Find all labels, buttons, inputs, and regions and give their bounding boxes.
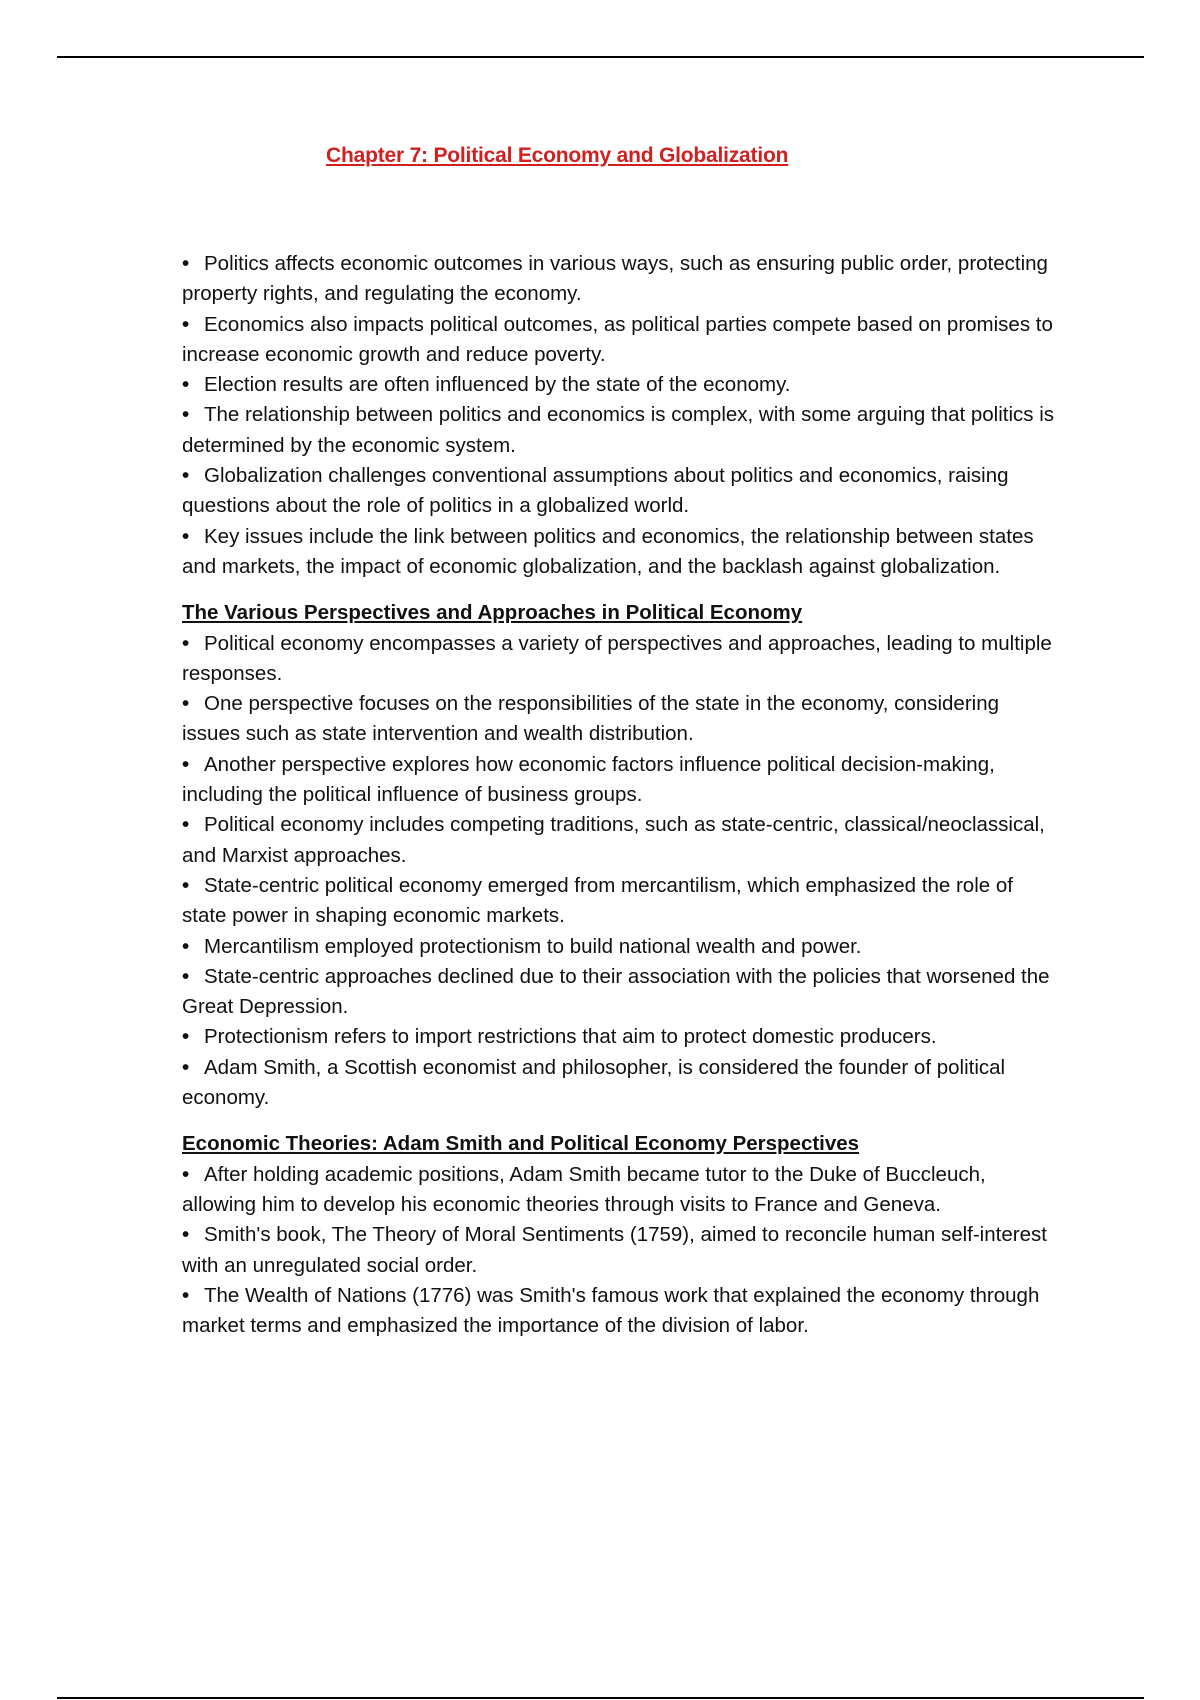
list-item: [182, 932, 1057, 962]
bullet-icon: •: [182, 1162, 190, 1186]
list-item: [182, 249, 1057, 310]
list-item: [182, 1160, 1057, 1221]
bullet-icon: •: [182, 631, 190, 655]
list-item: [182, 1022, 1057, 1052]
item-text: Politics affects economic outcomes in various ways, such as ensuring public order, protecting property rights, and regulating the economy.: [182, 252, 1048, 306]
list-item: [182, 461, 1057, 522]
bullet-list: [182, 1160, 1057, 1342]
bullet-list: [182, 629, 1057, 1114]
list-item: [182, 629, 1057, 690]
bullet-icon: •: [182, 1283, 190, 1307]
item-text: Election results are often influenced by the state of the economy.: [204, 373, 791, 397]
list-item: [182, 962, 1057, 1023]
bullet-icon: •: [182, 934, 190, 958]
item-text: Key issues include the link between politics and economics, the relationship between states and markets, the impact of economic globalization, and the backlash against globalization.: [182, 524, 1034, 578]
section-heading: The Various Perspectives and Approaches in Political Economy: [182, 601, 803, 625]
item-text: Adam Smith, a Scottish economist and philosopher, is considered the founder of political economy.: [182, 1055, 1006, 1110]
list-item: [182, 400, 1057, 461]
section-adam-smith: [182, 1129, 1057, 1341]
list-item: [182, 1220, 1057, 1281]
bullet-icon: •: [182, 1025, 190, 1049]
list-item: [182, 370, 1057, 400]
bullet-icon: •: [182, 524, 190, 548]
item-text: Mercantilism employed protectionism to build national wealth and power.: [204, 934, 862, 958]
item-text: Globalization challenges conventional assumptions about politics and economics, raising questions about the role of politics in a globalized world.: [182, 464, 1009, 518]
list-item: [182, 1281, 1057, 1342]
bullet-icon: •: [182, 403, 190, 427]
item-text: After holding academic positions, Adam Smith became tutor to the Duke of Buccleuch, allowing him to develop his economic theories through visits to France and Geneva.: [182, 1162, 986, 1216]
bullet-icon: •: [182, 1223, 190, 1247]
list-item: [182, 689, 1057, 750]
item-text: Economics also impacts political outcomes, as political parties compete based on promises to increase economic growth and reduce poverty.: [182, 312, 1053, 366]
chapter-title: Chapter 7: Political Economy and Globalization: [326, 144, 789, 167]
item-text: Protectionism refers to import restrictions that aim to protect domestic producers.: [204, 1025, 937, 1049]
item-text: State-centric political economy emerged from mercantilism, which emphasized the role of state power in shaping economic markets.: [182, 873, 1013, 928]
list-item: [182, 810, 1057, 871]
bullet-icon: •: [182, 373, 190, 397]
bullet-icon: •: [182, 873, 190, 897]
section-perspectives: [182, 598, 1057, 1113]
item-text: The relationship between politics and economics is complex, with some arguing that politics is determined by the economic system.: [182, 403, 1055, 457]
list-item: [182, 310, 1057, 371]
bullet-icon: •: [182, 312, 190, 336]
section-heading: Economic Theories: Adam Smith and Political Economy Perspectives: [182, 1132, 860, 1156]
item-text: State-centric approaches declined due to their association with the policies that worsened the Great Depression.: [182, 964, 1050, 1019]
bullet-icon: •: [182, 813, 190, 837]
bullet-icon: •: [182, 752, 190, 776]
top-rule: [57, 56, 1144, 58]
item-text: Political economy encompasses a variety of perspectives and approaches, leading to multiple responses.: [182, 631, 1052, 685]
bullet-icon: •: [182, 464, 190, 488]
item-text: The Wealth of Nations (1776) was Smith's famous work that explained the economy through market terms and emphasized the importance of the division of labor.: [182, 1283, 1040, 1338]
bottom-rule: [57, 1697, 1144, 1699]
list-item: [182, 522, 1057, 583]
bullet-icon: •: [182, 964, 190, 988]
document-body: [182, 249, 1057, 1341]
item-text: Smith's book, The Theory of Moral Sentiments (1759), aimed to reconcile human self-interest with an unregulated social order.: [182, 1223, 1047, 1277]
bullet-icon: •: [182, 1055, 190, 1079]
item-text: Another perspective explores how economic factors influence political decision-making, including the political influence of business groups.: [182, 752, 995, 807]
bullet-icon: •: [182, 252, 190, 275]
item-text: One perspective focuses on the responsibilities of the state in the economy, considering issues such as state intervention and wealth distribution.: [182, 692, 1000, 746]
list-item: [182, 750, 1057, 811]
list-item: [182, 1053, 1057, 1114]
item-text: Political economy includes competing traditions, such as state-centric, classical/neoclassical, and Marxist approaches.: [182, 813, 1045, 867]
bullet-list: [182, 249, 1057, 582]
list-item: [182, 871, 1057, 932]
section-intro: [182, 249, 1057, 582]
bullet-icon: •: [182, 692, 190, 716]
